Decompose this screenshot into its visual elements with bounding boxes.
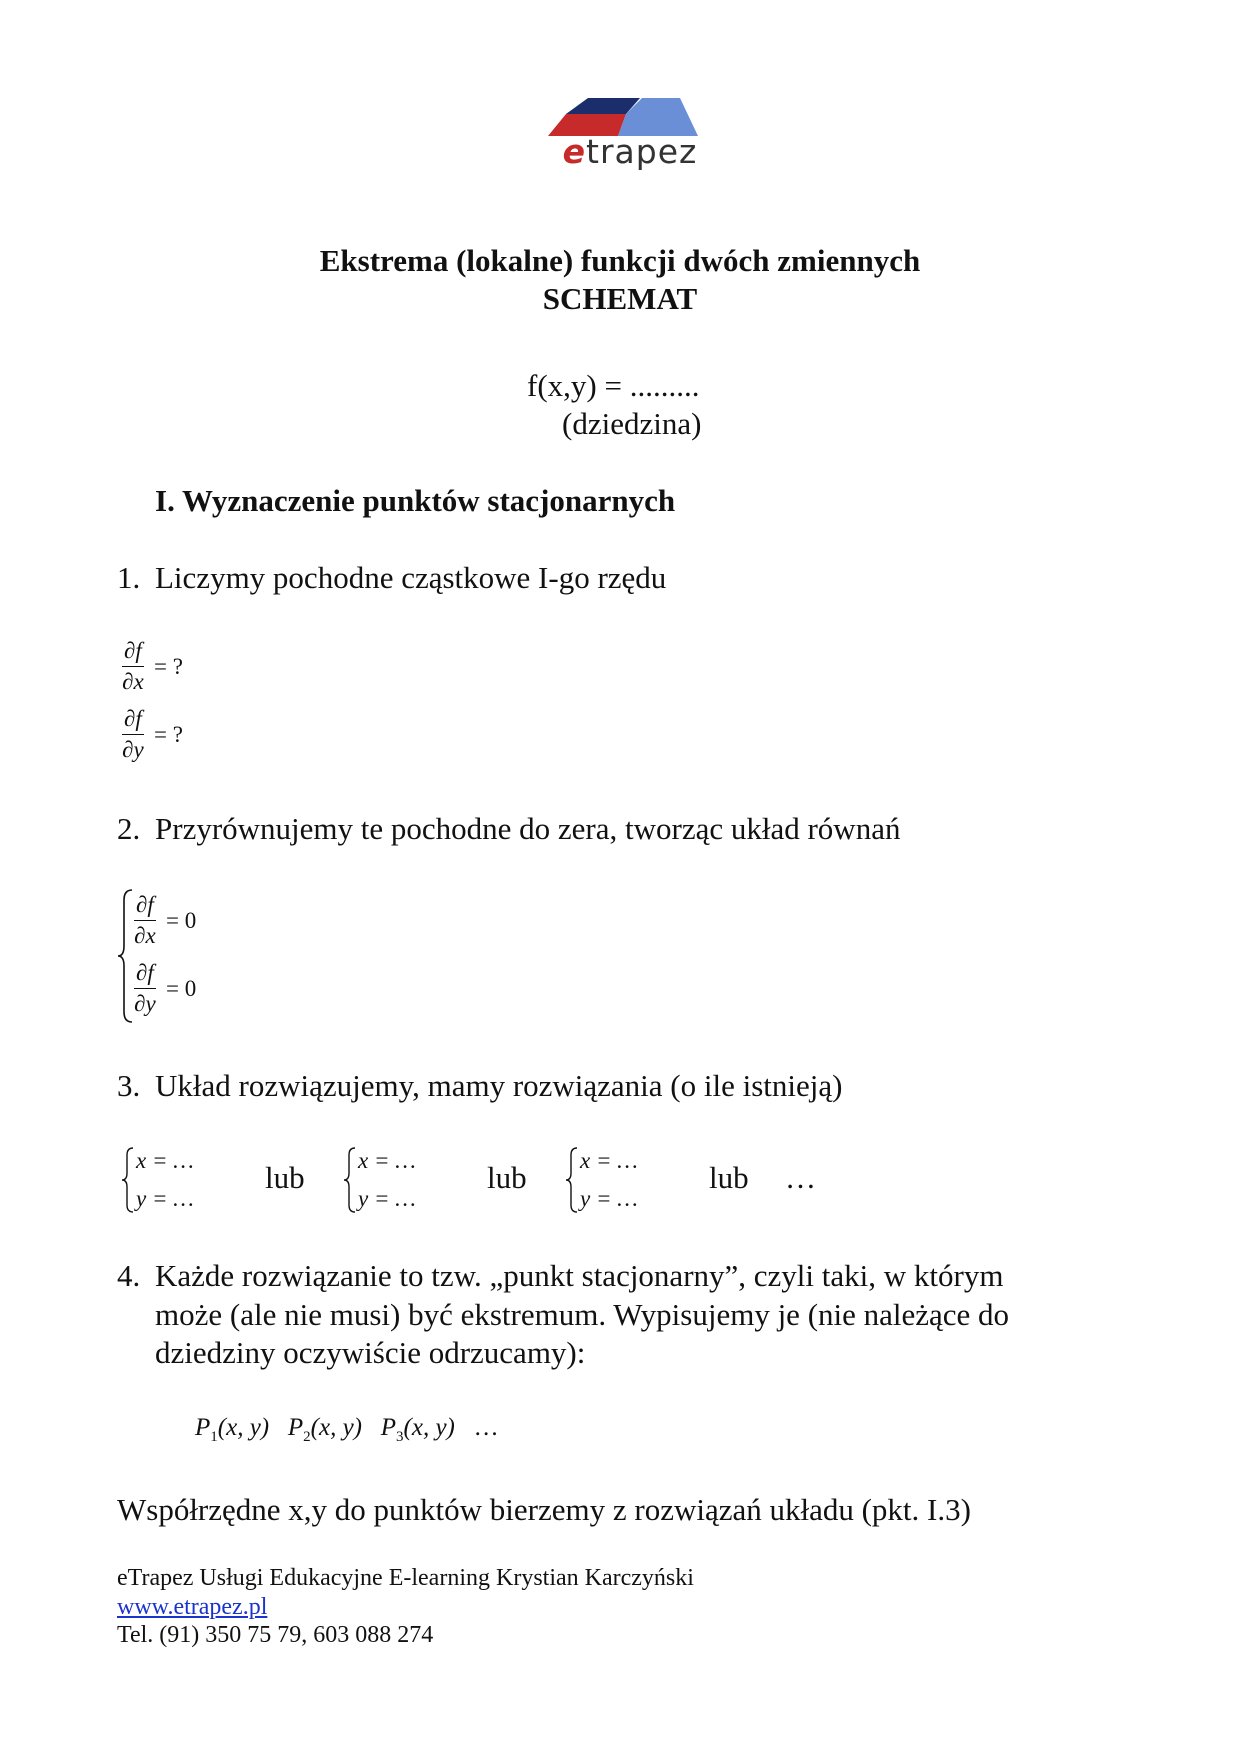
partial-y-unknown: = ? [154, 722, 183, 747]
system-partial-x-zero: = 0 [166, 908, 197, 933]
point-3: $P_3(x$, y) [380, 1414, 455, 1445]
solution-brace-icon [564, 1146, 580, 1214]
more-solutions-ellipsis: … [785, 1160, 816, 1195]
step-text-line-2: może (ale nie musi) być ekstremum. Wypisujemy je (nie należące do [155, 1297, 1010, 1332]
system-partial-x: $\frac{\partial f}{\partial x}$ [134, 892, 156, 948]
step-number: 2. [117, 811, 141, 846]
trapezoid-logo-icon [530, 96, 730, 136]
solution-1-y: y = … [136, 1186, 194, 1211]
step-text: Układ rozwiązujemy, mamy rozwiązania (o ile istnieją) [155, 1068, 843, 1103]
step-2 [117, 811, 900, 847]
stationary-points-list [195, 1414, 499, 1446]
etrapez-logo [530, 96, 730, 176]
point-1: $P_1(x$, y) [195, 1414, 270, 1445]
footer-company: eTrapez Usługi Edukacyjne E-learning Krystian Karczyński [117, 1565, 694, 1591]
logo-wordmark: etrapez [562, 132, 698, 171]
step-number: 3. [117, 1068, 141, 1103]
step-3 [117, 1068, 842, 1104]
section-heading: I. Wyznaczenie punktów stacjonarnych [155, 483, 676, 518]
function-domain: (dziedzina) [562, 406, 702, 441]
partial-x: $\frac{\partial f}{\partial x}$ [122, 638, 144, 694]
system-partial-y-zero: = 0 [166, 976, 197, 1001]
partial-y: $\frac{\partial f}{\partial y}$ [122, 706, 144, 762]
solution-3-x: x = … [580, 1148, 638, 1173]
step-text-line-1: Każde rozwiązanie to tzw. „punkt stacjonarny”, czyli taki, w którym [155, 1258, 1004, 1293]
step-1 [117, 560, 666, 596]
step-text-line-3: dziedziny oczywiście odrzucamy): [155, 1335, 586, 1370]
document-subtitle: SCHEMAT [542, 281, 698, 316]
solution-1-x: x = … [136, 1148, 194, 1173]
solution-2-x: x = … [358, 1148, 416, 1173]
solution-3-y: y = … [580, 1186, 638, 1211]
function-definition: f(x,y) = ......... [527, 368, 700, 403]
document-title: Ekstrema (lokalne) funkcji dwóch zmiennych [319, 243, 921, 278]
footer-website-link[interactable]: www.etrapez.pl [117, 1594, 268, 1620]
or-label: lub [487, 1160, 527, 1195]
step-text: Liczymy pochodne cząstkowe I-go rzędu [155, 560, 667, 595]
solution-brace-icon [342, 1146, 358, 1214]
or-label: lub [265, 1160, 305, 1195]
point-2: $P_2(x$, y) [287, 1414, 362, 1445]
points-ellipsis: … [473, 1414, 499, 1441]
solution-2-y: y = … [358, 1186, 416, 1211]
step-number: 4. [117, 1258, 141, 1293]
system-brace-icon [116, 888, 136, 1024]
or-label: lub [709, 1160, 749, 1195]
step-number: 1. [117, 560, 141, 595]
footer-phone: Tel. (91) 350 75 79, 603 088 274 [117, 1622, 434, 1648]
step-4 [117, 1258, 1003, 1294]
partial-x-unknown: = ? [154, 654, 183, 679]
coordinates-note: Współrzędne x,y do punktów bierzemy z rozwiązań układu (pkt. I.3) [117, 1492, 971, 1527]
system-partial-y: $\frac{\partial f}{\partial y}$ [134, 960, 156, 1016]
step-text: Przyrównujemy te pochodne do zera, tworząc układ równań [155, 811, 901, 846]
solution-brace-icon [120, 1146, 136, 1214]
